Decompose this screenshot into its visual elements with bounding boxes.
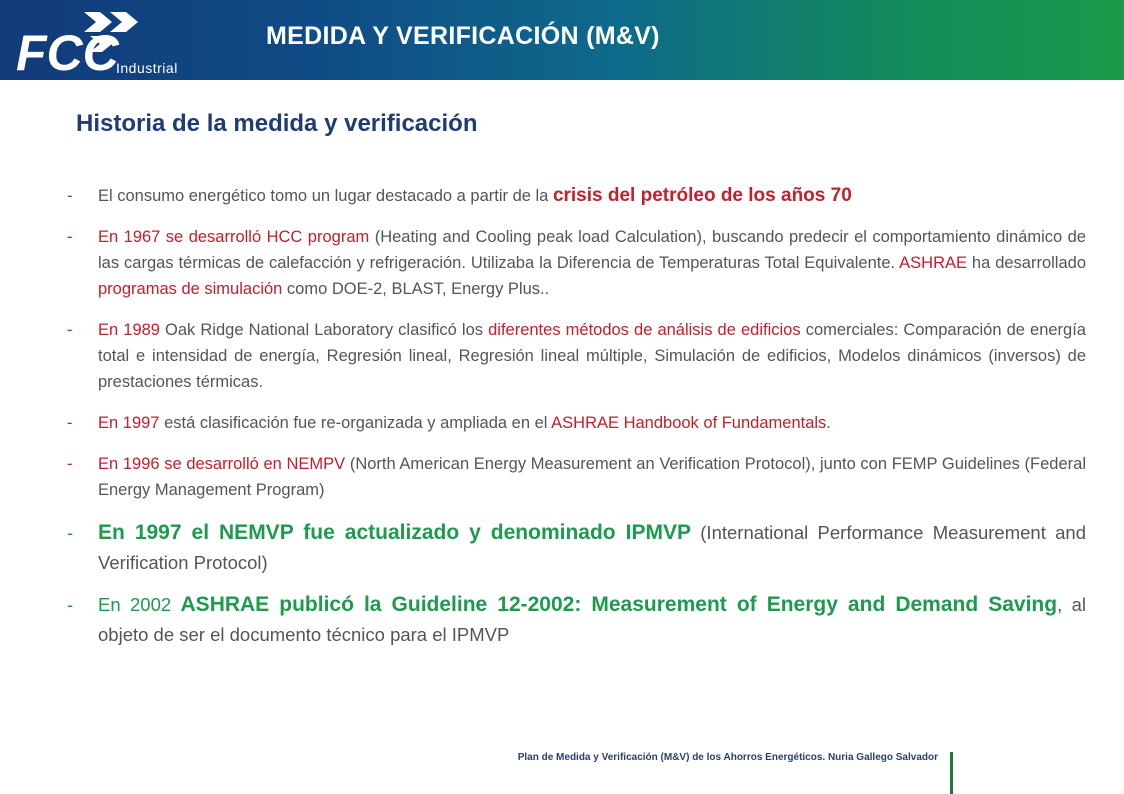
bullet-6	[64, 518, 1086, 578]
bullet-1	[64, 183, 1086, 209]
bullet-5-highlight-1: En 1996 se desarrolló en NEMPV	[98, 455, 346, 473]
bullet-4-text-1: está clasificación fue re-organizada y ampliada en el	[159, 414, 552, 432]
bullet-6-highlight-1: En 1997 el NEMVP fue actualizado y denominado IPMVP	[98, 521, 691, 544]
bullet-2-text-3: como DOE-2, BLAST, Energy Plus..	[282, 280, 550, 298]
bullet-4-text-2: .	[826, 414, 831, 432]
bullet-3-text-2: comerciales: Comparación de energía total e intensidad de energía, Regresión lineal, Regresión lineal múltiple, Simulación de edificios, Modelos dinámicos (inversos) de prestaciones térmicas.	[98, 321, 1086, 391]
bullet-dash: -	[67, 228, 73, 246]
footer-divider	[950, 752, 953, 794]
bullet-2-highlight-3: programas de simulación	[98, 280, 283, 298]
bullet-2-highlight-1: En 1967 se desarrolló HCC program	[98, 228, 370, 246]
logo-text: FCC	[16, 25, 119, 76]
bullet-7-text-1: , al objeto de ser el documento técnico para el IPMVP	[98, 594, 1086, 645]
bullet-1-highlight: crisis del petróleo de los años 70	[552, 185, 852, 206]
bullet-2-text-1: (Heating and Cooling peak load Calculation), buscando predecir el comportamiento dinámico de las cargas térmicas de calefacción y refrigeración. Utilizaba la Diferencia de Temperaturas Total Equivalente.	[98, 228, 1086, 272]
bullet-2	[64, 224, 1086, 302]
bullet-4-highlight-1: En 1997	[98, 414, 160, 432]
bullet-list	[64, 183, 1086, 662]
bullet-2-highlight-2: ASHRAE	[899, 254, 967, 272]
bullet-dash: -	[67, 414, 73, 432]
bullet-dash: -	[67, 594, 74, 615]
bullet-3-highlight-2: diferentes métodos de análisis de edificios	[488, 321, 801, 339]
bullet-dash: -	[67, 455, 73, 473]
bullet-4	[64, 410, 1086, 436]
bullet-1-text: El consumo energético tomo un lugar destacado a partir de la	[98, 187, 553, 205]
bullet-dash: -	[67, 522, 74, 543]
bullet-7-highlight-1: En 2002	[98, 594, 181, 615]
bullet-7-highlight-2: ASHRAE publicó la Guideline 12-2002: Measurement of Energy and Demand Saving	[180, 593, 1058, 616]
bullet-dash: -	[67, 187, 73, 205]
bullet-3	[64, 317, 1086, 395]
bullet-7	[64, 590, 1086, 650]
bullet-5-text-1: (North American Energy Measurement an Verification Protocol), junto con FEMP Guidelines (Federal Energy Management Program)	[98, 455, 1086, 499]
bullet-dash: -	[67, 321, 73, 339]
slide-title: Historia de la medida y verificación	[76, 110, 478, 137]
header-bar	[0, 0, 1124, 80]
bullet-4-highlight-2: ASHRAE Handbook of Fundamentals	[551, 414, 827, 432]
footer-text: Plan de Medida y Verificación (M&V) de los Ahorros Energéticos. Nuria Gallego Salvador	[517, 752, 938, 763]
bullet-5	[64, 451, 1086, 503]
logo-subtitle: Industrial	[116, 60, 178, 76]
bullet-2-text-2: ha desarrollado	[967, 254, 1087, 272]
bullet-3-highlight-1: En 1989	[98, 321, 160, 339]
bullet-6-text-1: (International Performance Measurement and Verification Protocol)	[98, 522, 1087, 573]
bullet-3-text-1: Oak Ridge National Laboratory clasificó los	[159, 321, 489, 339]
header-title: MEDIDA Y VERIFICACIÓN (M&V)	[266, 22, 660, 50]
